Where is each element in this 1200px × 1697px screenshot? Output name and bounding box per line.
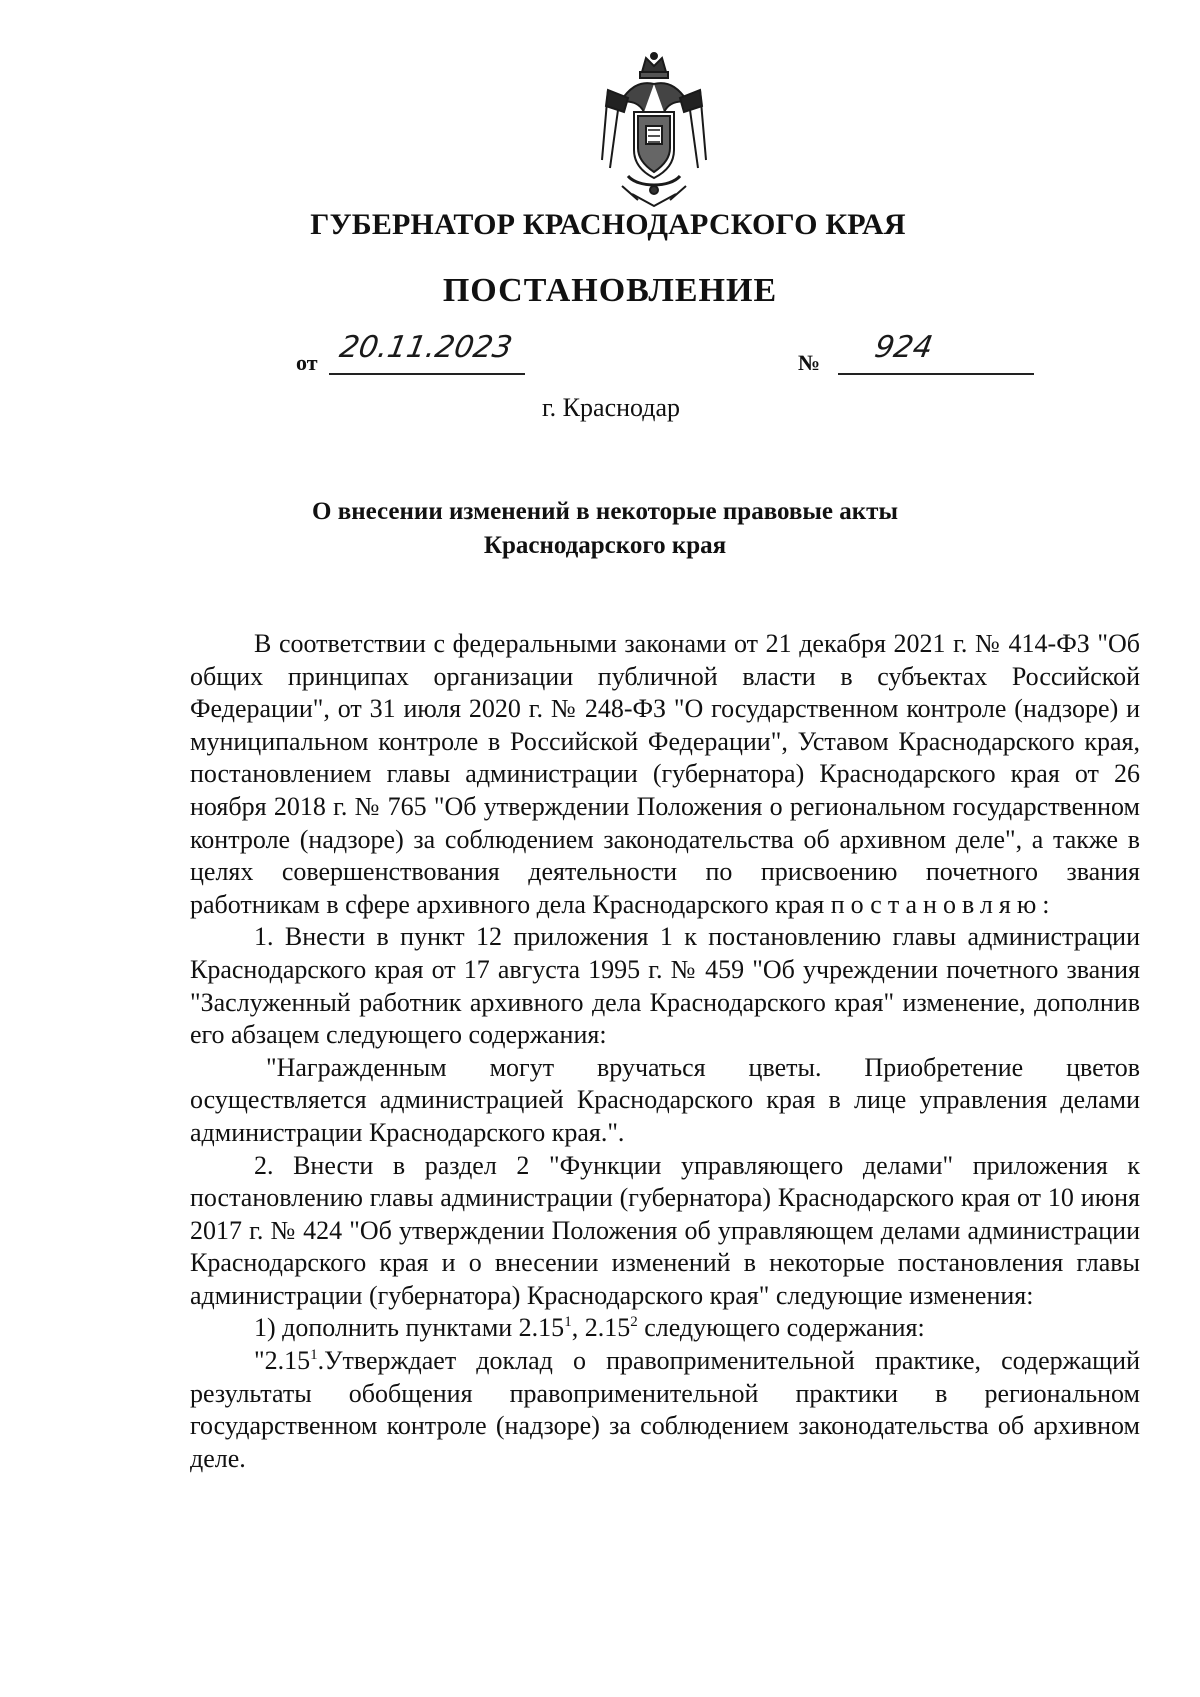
subitem-1-prefix: 1) дополнить пунктами 2.15 xyxy=(254,1313,565,1343)
preamble-decree-word: постановляю: xyxy=(830,889,1056,919)
quote-2-superscript: 1 xyxy=(310,1347,318,1364)
title-line-1: О внесении изменений в некоторые правовые акты xyxy=(312,498,898,525)
number-value: 924 xyxy=(871,330,936,365)
title-line-2: Краснодарского края xyxy=(483,532,727,559)
document-type-heading: ПОСТАНОВЛЕНИЕ xyxy=(442,272,778,309)
subitem-1-suffix: следующего содержания: xyxy=(637,1313,925,1343)
city: г. Краснодар xyxy=(541,393,681,422)
coat-of-arms-icon xyxy=(598,50,710,210)
subitem-1-middle: , 2.15 xyxy=(571,1313,631,1343)
document-body xyxy=(190,628,1140,1475)
quote-2-prefix: "2.15 xyxy=(254,1346,311,1376)
item-2-paragraph: 2. Внести в раздел 2 "Функции управляющего делами" приложения к постановлению главы администрации (губернатора) Краснодарского края от 10 июня 2017 г. № 424 "Об утверждении Положения об управляющем делами администрации Краснодарского края и о внесении изменений в некоторые постановления главы администрации (губернатора) Краснодарского края" следующие изменения: xyxy=(190,1150,1140,1310)
preamble-text: В соответствии с федеральными законами от 21 декабря 2021 г. № 414-ФЗ "Об общих принципах организации публичной власти в субъектах Российской Федерации", от 31 июля 2020 г. № 248-ФЗ "О государственном контроле (надзоре) и муниципальном контроле в Российской Федерации", Уставом Краснодарского края, постановлением главы администрации (губернатора) Краснодарского края от 26 ноября 2018 г. № 765 "Об утверждении Положения о региональном государственном контроле (надзоре) за соблюдением законодательства об архивном деле", а также в целях совершенствования деятельности по присвоению почетного звания работникам в сфере архивного дела Краснодарского края xyxy=(190,629,1140,919)
date-label: от xyxy=(296,350,318,375)
date-value: 20.11.2023 xyxy=(336,330,515,365)
document-title xyxy=(5,495,1200,563)
item-1-paragraph: 1. Внести в пункт 12 приложения 1 к постановлению главы администрации Краснодарского края от 17 августа 1995 г. № 459 "Об учреждении почетного звания "Заслуженный работник архивного дела Краснодарского края" изменение, дополнив его абзацем следующего содержания: xyxy=(190,922,1140,1050)
preamble-paragraph xyxy=(190,628,1140,921)
quote-2-paragraph xyxy=(190,1345,1140,1475)
quote-2-text: .Утверждает доклад о правоприменительной практике, содержащий результаты обобщения правоприменительной практики в региональном государственном контроле (надзоре) за соблюдением законодательства об архивном деле. xyxy=(190,1346,1140,1473)
number-underline xyxy=(838,373,1034,375)
subitem-1-paragraph xyxy=(190,1312,1140,1345)
number-label: № xyxy=(798,350,821,375)
item-1-quote-paragraph: "Награжденным могут вручаться цветы. Приобретение цветов осуществляется администрацией Краснодарского края в лице управления делами администрации Краснодарского края.". xyxy=(190,1052,1140,1147)
issuer-heading: ГУБЕРНАТОР КРАСНОДАРСКОГО КРАЯ xyxy=(310,208,906,241)
subitem-1-superscript-b: 2 xyxy=(630,1314,638,1331)
subitem-1-superscript-a: 1 xyxy=(564,1314,572,1331)
date-underline xyxy=(329,373,525,375)
